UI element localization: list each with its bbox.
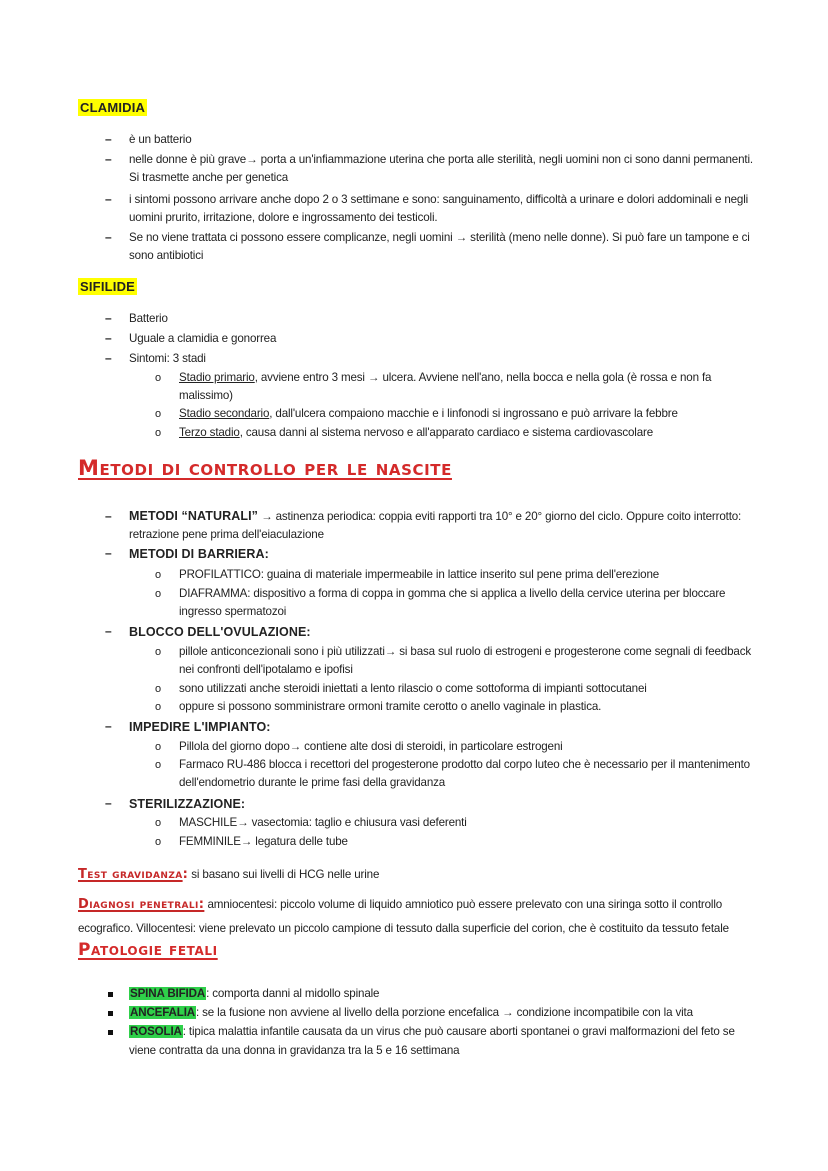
stadio-secondario: Stadio secondario, dall'ulcera compaiono macchie e i linfonodi si ingrossano e può arrivare la febbre bbox=[179, 407, 678, 420]
bullet-circle: o bbox=[155, 759, 162, 771]
bullet-dash: – bbox=[105, 230, 112, 244]
metodi-naturali-cont: retrazione pene prima dell'eiaculazione bbox=[129, 528, 324, 541]
clamidia-item-3: i sintomi possono arrivare anche dopo 2 o 3 settimane e sono: sanguinamento, difficoltà a urinare e dolori addominali e negli bbox=[129, 193, 749, 206]
impianto-item-2: Farmaco RU-486 blocca i recettori del progesterone prodotto dal corpo luteo che è necessario per il mantenimento bbox=[179, 758, 750, 771]
patologia-rosolia-cont: viene contratta da una donna in gravidanza tra la 5 e 16 settimana bbox=[129, 1044, 460, 1057]
barriera-item-1: PROFILATTICO: guaina di materiale impermeabile in lattice inserito sul pene prima dell'erezione bbox=[179, 568, 660, 581]
patologia-ancefalia: ANCEFALIA: se la fusione non avviene al livello della porzione encefalica → condizione incompatibile con la vita bbox=[130, 1006, 693, 1019]
bullet-square bbox=[108, 1011, 113, 1016]
sterilizzazione-head: STERILIZZAZIONE: bbox=[129, 797, 246, 811]
metodi-barriera-head: METODI DI BARRIERA: bbox=[129, 547, 269, 561]
bullet-dash: – bbox=[105, 719, 112, 733]
blocco-item-2: sono utilizzati anche steroidi iniettati a lento rilascio o come sottoforma di impianti sottocutanei bbox=[179, 682, 647, 695]
bullet-dash: – bbox=[105, 796, 112, 810]
stadio-primario-term: Stadio primario bbox=[179, 371, 255, 384]
bullet-dash: – bbox=[105, 509, 112, 523]
diagnosi-penetrali: Diagnosi penetrali: amniocentesi: piccolo volume di liquido amniotico può essere prelevato con una siringa sotto il controllo bbox=[78, 897, 723, 912]
patologia-rosolia: ROSOLIA: tipica malattia infantile causata da un virus che può causare aborti spontanei o gravi malformazioni del feto se bbox=[130, 1025, 735, 1038]
blocco-item-1-cont: nei confronti dell'ipotalamo e ipofisi bbox=[179, 663, 353, 676]
impianto-item-1: Pillola del giorno dopo→ contiene alte dosi di steroidi, in particolare estrogeni bbox=[179, 740, 563, 753]
clamidia-item-4: Se no viene trattata ci possono essere complicanze, negli uomini → sterilità (meno nelle donne). Si può fare un tampone e ci bbox=[129, 231, 750, 244]
sifilide-item-2: Uguale a clamidia e gonorrea bbox=[129, 332, 277, 345]
bullet-circle: o bbox=[155, 646, 162, 658]
bullet-square bbox=[108, 992, 113, 997]
patologia-spina-bifida: SPINA BIFIDA: comporta danni al midollo spinale bbox=[130, 987, 380, 1000]
bullet-dash: – bbox=[105, 351, 112, 365]
diagnosi-label: Diagnosi penetrali: bbox=[78, 897, 205, 912]
bullet-dash: – bbox=[105, 152, 112, 166]
sterilizzazione-item-1: MASCHILE→ vasectomia: taglio e chiusura vasi deferenti bbox=[179, 816, 467, 829]
bullet-circle: o bbox=[155, 683, 162, 695]
blocco-head: BLOCCO DELL'OVULAZIONE: bbox=[129, 625, 311, 639]
metodi-heading: Metodi di controllo per le nascite bbox=[78, 456, 452, 480]
bullet-circle: o bbox=[155, 701, 162, 713]
test-gravidanza-label: Test gravidanza bbox=[78, 867, 183, 882]
bullet-dash: – bbox=[105, 311, 112, 325]
sifilide-item-3: Sintomi: 3 stadi bbox=[129, 352, 206, 365]
bullet-square bbox=[108, 1030, 113, 1035]
sifilide-item-1: Batterio bbox=[129, 312, 168, 325]
clamidia-item-2: nelle donne è più grave→ porta a un'infiammazione uterina che porta alle sterilità, negli uomini non ci sono danni permanenti. bbox=[129, 153, 753, 166]
clamidia-item-2-cont: Si trasmette anche per genetica bbox=[129, 171, 289, 184]
sifilide-title: SIFILIDE bbox=[80, 279, 136, 294]
bullet-circle: o bbox=[155, 372, 162, 384]
clamidia-item-3-cont: uomini prurito, irritazione, dolore e ingrossamento dei testicoli. bbox=[129, 211, 438, 224]
bullet-dash: – bbox=[105, 132, 112, 146]
stadio-primario-cont: malissimo) bbox=[179, 389, 233, 402]
spina-bifida-term: SPINA BIFIDA bbox=[130, 987, 206, 1000]
stadio-secondario-term: Stadio secondario bbox=[179, 407, 270, 420]
bullet-dash: – bbox=[105, 546, 112, 560]
sterilizzazione-item-2: FEMMINILE→ legatura delle tube bbox=[179, 835, 348, 848]
bullet-circle: o bbox=[155, 408, 162, 420]
bullet-circle: o bbox=[155, 427, 162, 439]
impianto-head: IMPEDIRE L'IMPIANTO: bbox=[129, 720, 271, 734]
blocco-item-3: oppure si possono somministrare ormoni tramite cerotto o anello vaginale in plastica. bbox=[179, 700, 602, 713]
rosolia-term: ROSOLIA bbox=[130, 1025, 182, 1038]
bullet-circle: o bbox=[155, 817, 162, 829]
diagnosi-cont: ecografico. Villocentesi: viene prelevato un piccolo campione di tessuto dalla superficie del corion, che è costituito da tessuto fetale bbox=[78, 922, 729, 935]
bullet-dash: – bbox=[105, 331, 112, 345]
terzo-stadio-term: Terzo stadio bbox=[179, 426, 240, 439]
clamidia-item-4-cont: sono antibiotici bbox=[129, 249, 204, 262]
bullet-dash: – bbox=[105, 624, 112, 638]
bullet-dash: – bbox=[105, 192, 112, 206]
metodi-naturali: METODI “NATURALI” → astinenza periodica: coppia eviti rapporti tra 10° e 20° giorno del ciclo. Oppure coito interrotto: bbox=[129, 509, 742, 523]
terzo-stadio: Terzo stadio, causa danni al sistema nervoso e all'apparato cardiaco e sistema cardiovascolare bbox=[179, 426, 654, 439]
blocco-item-1: pillole anticoncezionali sono i più utilizzati→ si basa sul ruolo di estrogeni e progesterone come segnali di feedback bbox=[179, 645, 751, 658]
barriera-item-2-cont: ingresso spermatozoi bbox=[179, 605, 287, 618]
bullet-circle: o bbox=[155, 741, 162, 753]
impianto-item-2-cont: dell'endometrio durante le prime fasi della gravidanza bbox=[179, 776, 446, 789]
test-gravidanza: Test gravidanza: si basano sui livelli di HCG nelle urine bbox=[78, 867, 380, 882]
stadio-primario: Stadio primario, avviene entro 3 mesi → ulcera. Avviene nell'ano, nella bocca e nella gola (è rossa e non fa bbox=[179, 371, 712, 384]
bullet-circle: o bbox=[155, 588, 162, 600]
bullet-circle: o bbox=[155, 569, 162, 581]
patologie-heading: Patologie fetali bbox=[78, 940, 218, 960]
clamidia-title: CLAMIDIA bbox=[80, 100, 146, 115]
bullet-circle: o bbox=[155, 836, 162, 848]
ancefalia-term: ANCEFALIA bbox=[130, 1006, 195, 1019]
barriera-item-2: DIAFRAMMA: dispositivo a forma di coppa in gomma che si applica a livello della cervice uterina per bloccare bbox=[179, 587, 726, 600]
clamidia-item-1: è un batterio bbox=[129, 133, 192, 146]
